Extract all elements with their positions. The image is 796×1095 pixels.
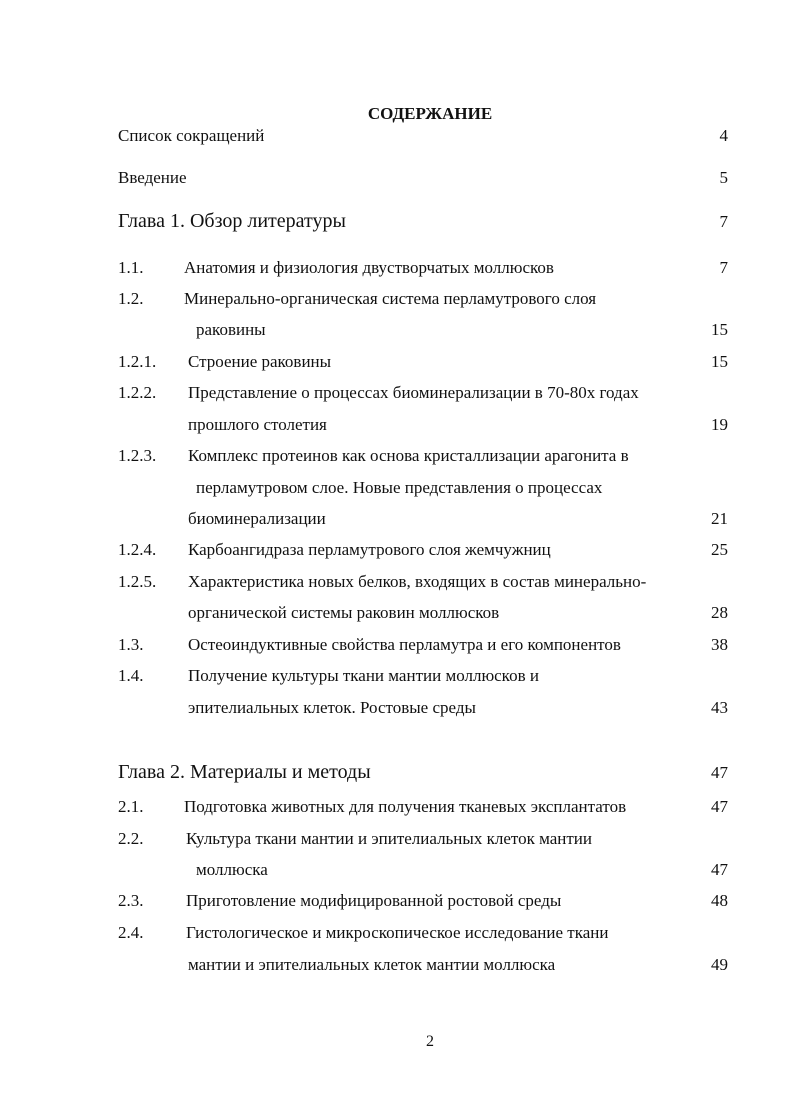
toc-entry-page: 5	[719, 168, 728, 187]
toc-entry-page: 38	[711, 635, 728, 654]
toc-entry-continuation: эпителиальных клеток. Ростовые среды	[188, 698, 476, 717]
toc-entry-page: 47	[711, 763, 728, 782]
toc-entry-number: 1.3.	[118, 635, 144, 654]
toc-chapter-text: Глава 1. Обзор литературы	[118, 210, 346, 232]
toc-entry-text: Список сокращений	[118, 126, 265, 145]
toc-entry-page: 47	[711, 797, 728, 816]
toc-entry-continuation: биоминерализации	[188, 509, 326, 528]
toc-entry-page: 28	[711, 603, 728, 622]
toc-entry-page: 15	[711, 352, 728, 371]
toc-entry-text: Карбоангидраза перламутрового слоя жемчужниц	[188, 540, 551, 559]
toc-entry-continuation: моллюска	[196, 860, 268, 879]
toc-entry-page: 43	[711, 698, 728, 717]
toc-entry-text: Культура ткани мантии и эпителиальных клеток мантии	[186, 829, 592, 848]
toc-entry-page: 49	[711, 955, 728, 974]
toc-entry-number: 2.3.	[118, 891, 144, 910]
toc-entry-text: Введение	[118, 168, 187, 187]
toc-entry-page: 48	[711, 891, 728, 910]
toc-entry-page: 47	[711, 860, 728, 879]
toc-entry-page: 21	[711, 509, 728, 528]
toc-entry-continuation: раковины	[196, 320, 266, 339]
toc-entry-continuation: мантии и эпителиальных клеток мантии моллюска	[188, 955, 556, 974]
toc-entry-text: Гистологическое и микроскопическое исследование ткани	[186, 923, 609, 942]
toc-entry-text: Приготовление модифицированной ростовой среды	[186, 891, 562, 910]
toc-entry-number: 1.1.	[118, 258, 144, 277]
toc-entry-number: 1.4.	[118, 666, 144, 685]
toc-entry-continuation: прошлого столетия	[188, 415, 327, 434]
toc-heading: СОДЕРЖАНИЕ	[367, 104, 493, 123]
toc-entry-text: Представление о процессах биоминерализации в 70-80х годах	[188, 383, 639, 402]
toc-entry-number: 2.1.	[118, 797, 144, 816]
toc-entry-page: 25	[711, 540, 728, 559]
toc-entry-number: 1.2.2.	[118, 383, 157, 402]
toc-entry-page: 15	[711, 320, 728, 339]
toc-entry-text: Строение раковины	[188, 352, 332, 371]
toc-entry-continuation: перламутровом слое. Новые представления о процессах	[196, 478, 603, 497]
toc-entry-text: Анатомия и физиология двустворчатых моллюсков	[184, 258, 554, 277]
toc-entry-number: 1.2.1.	[118, 352, 157, 371]
toc-entry-number: 1.2.	[118, 289, 144, 308]
toc-entry-number: 1.2.3.	[118, 446, 157, 465]
toc-entry-number: 1.2.4.	[118, 540, 157, 559]
toc-entry-page: 7	[719, 212, 728, 231]
toc-entry-page: 7	[719, 258, 728, 277]
toc-entry-page: 19	[711, 415, 728, 434]
toc-entry-text: Остеоиндуктивные свойства перламутра и его компонентов	[188, 635, 621, 654]
toc-chapter-text: Глава 2. Материалы и методы	[118, 761, 371, 783]
toc-entry-text: Подготовка животных для получения тканевых эксплантатов	[184, 797, 627, 816]
toc-entry-number: 2.2.	[118, 829, 144, 848]
page-number: 2	[426, 1033, 434, 1050]
toc-entry-number: 1.2.5.	[118, 572, 157, 591]
toc-entry-text: Получение культуры ткани мантии моллюсков и	[188, 666, 539, 685]
toc-entry-number: 2.4.	[118, 923, 144, 942]
toc-entry-text: Комплекс протеинов как основа кристаллизации арагонита в	[188, 446, 629, 465]
toc-entry-text: Характеристика новых белков, входящих в состав минерально-	[188, 572, 647, 591]
toc-entry-continuation: органической системы раковин моллюсков	[188, 603, 500, 622]
toc-entry-text: Минерально-органическая система перламутрового слоя	[184, 289, 597, 308]
toc-entry-page: 4	[719, 126, 728, 145]
